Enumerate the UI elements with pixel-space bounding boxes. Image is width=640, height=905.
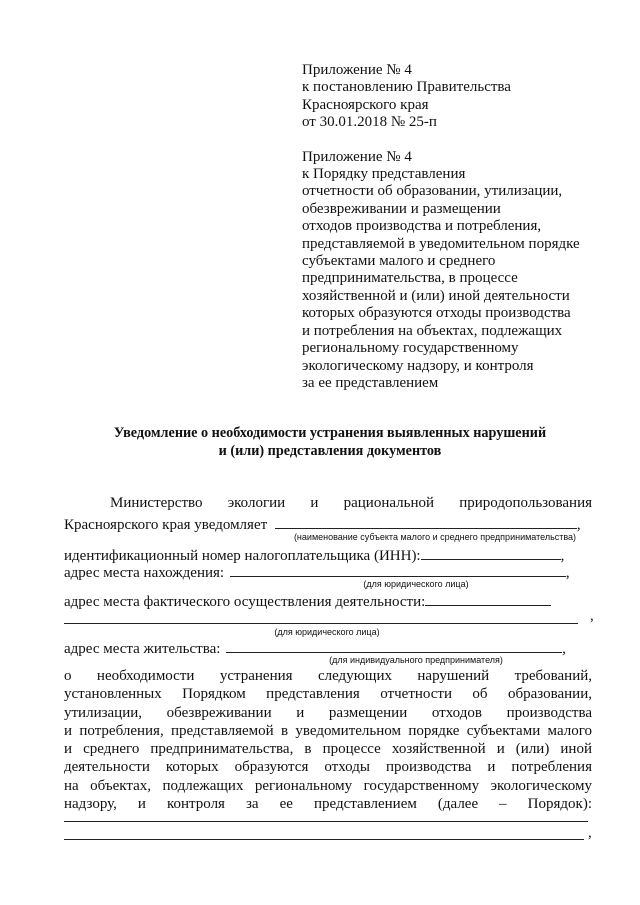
comma: ,	[565, 565, 570, 581]
paragraph-line: утилизации, обезвреживании и размещении отходов производства	[64, 704, 592, 721]
violations-field-1[interactable]	[64, 820, 588, 822]
title-line-2: и (или) представления документов	[218, 443, 442, 459]
violations-field-2[interactable]	[64, 838, 584, 840]
header-line: и потребления на объектах, подлежащих	[302, 322, 563, 339]
header-line: Приложение № 4	[302, 62, 412, 78]
header-line: предпринимательства, в процессе	[302, 270, 518, 287]
header-line: отчетности об образовании, утилизации,	[302, 183, 563, 200]
header-line: субъектами малого и среднего	[302, 253, 496, 270]
paragraph-line: установленных Порядком представления отчетности об образовании,	[64, 686, 592, 703]
residence-field[interactable]	[226, 638, 562, 653]
header-line: которых образуются отходы производства	[302, 305, 571, 322]
header-line: от 30.01.2018 № 25-п	[302, 114, 437, 131]
hint-legal-entity-2: (для юридического лица)	[274, 627, 380, 637]
header-line: отходов производства и потребления,	[302, 218, 542, 235]
hint-subject: (наименование субъекта малого и среднего предпринимательства)	[293, 532, 577, 542]
paragraph-line: надзору, и контроля за ее представлением (далее – Порядок):	[64, 796, 592, 813]
comma: ,	[588, 825, 592, 841]
header-line: за ее представлением	[302, 374, 439, 391]
actual-activity-field-1[interactable]	[425, 591, 551, 606]
subject-name-field[interactable]	[275, 514, 577, 529]
paragraph-line: и потребления, представляемой в уведомительном порядке субъектами малого	[64, 722, 592, 739]
inn-field[interactable]	[421, 545, 561, 560]
intro-line-2	[64, 514, 592, 534]
residence-label: адрес места жительства:	[64, 641, 221, 657]
header-line: к Порядку представления	[302, 166, 466, 183]
header-line: Приложение № 4	[302, 148, 412, 165]
actual-activity-row	[64, 591, 592, 611]
paragraph-line: на объектах, подлежащих региональному государственному экологическому	[64, 777, 592, 794]
notice-paragraph	[64, 667, 592, 813]
header-line: хозяйственной и (или) иной деятельности	[302, 287, 570, 304]
header-line: экологическому надзору, и контроля	[302, 357, 534, 374]
comma: ,	[576, 517, 581, 533]
paragraph-line: деятельности которых образуются отходы производства и потребления	[64, 759, 592, 776]
title-line-1: Уведомление о необходимости устранения выявленных нарушений	[113, 425, 547, 441]
comma: ,	[562, 641, 566, 657]
inn-label: идентификационный номер налогоплательщика (ИНН):	[64, 548, 421, 564]
paragraph-line: о необходимости устранения следующих нарушений требований,	[64, 668, 592, 684]
header-line: к постановлению Правительства	[302, 79, 511, 96]
comma: ,	[590, 608, 594, 624]
hint-legal-entity-1: (для юридического лица)	[363, 579, 469, 589]
paragraph-line: и среднего предпринимательства, в процессе хозяйственной и (или) иной	[64, 741, 592, 758]
hint-individual-entrepreneur: (для индивидуального предпринимателя)	[329, 655, 503, 665]
location-label: адрес места нахождения:	[64, 565, 225, 581]
intro-line-1-wrap	[110, 495, 592, 512]
appendix-header	[302, 62, 602, 392]
location-field[interactable]	[230, 562, 566, 577]
intro-line-1: Министерство экологии и рациональной природопользования	[110, 495, 592, 511]
header-line: региональному государственному	[302, 340, 519, 357]
document-title	[70, 424, 590, 460]
actual-activity-field-2[interactable]	[64, 622, 578, 624]
actual-activity-label: адрес места фактического осуществления деятельности:	[64, 594, 426, 610]
notifies-label: Красноярского края уведомляет	[64, 517, 268, 533]
header-line: обезвреживании и размещении	[302, 200, 501, 217]
header-line: Красноярского края	[302, 96, 429, 113]
comma: ,	[560, 548, 565, 564]
header-line: представляемой в уведомительном порядке	[302, 235, 580, 252]
